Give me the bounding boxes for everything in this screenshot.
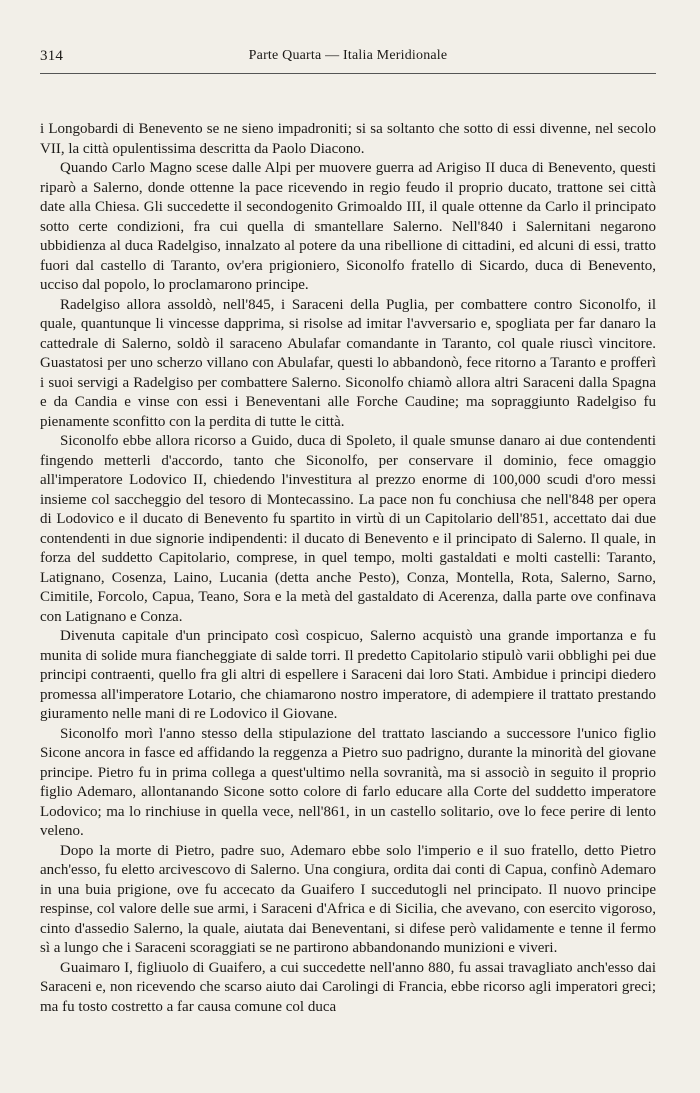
paragraph: Divenuta capitale d'un principato così cospicuo, Salerno acquistò una grande importanza e fu munita di solide mura fiancheggiate di salde torri. Il predetto Capitolario stipulò varii obblighi pei due principi contraenti, quello fra gli altri di espellere i Saraceni dai loro Stati. Ambidue i principi diedero promessa all'imperatore Lotario, che chiamarono nostro imperatore, di adempiere il trattato prestando giuramento nelle mani di re Lodovico il Giovane. [40, 628, 656, 722]
paragraph: Siconolfo ebbe allora ricorso a Guido, duca di Spoleto, il quale smunse danaro ai due contendenti fingendo metterli d'accordo, tanto che Siconolfo, per conservare il dominio, fece omaggio all'imperatore Lodovico II, chiedendo l'investitura al prezzo enorme di 100,000 scudi d'oro messi insieme col saccheggio del tesoro di Montecassino. La pace non fu conchiusa che nell'848 per opera di Lodovico e il ducato di Benevento fu spartito in virtù di un Capitolario dell'851, accettato dai due contendenti in due signorie indipendenti: il ducato di Benevento e il principato di Salerno. Il quale, in forza del suddetto Capitolario, comprese, in quel tempo, molti gastaldati e molti castelli: Taranto, Latignano, Cosenza, Laino, Lucania (detta anche Pesto), Conza, Montella, Rota, Salerno, Sarno, Cimitile, Forcolo, Capua, Teano, Sora e la metà del gastaldato di Acerenza, dalla parte ove confinava con Latignano e Conza. [40, 433, 656, 625]
paragraph: Radelgiso allora assoldò, nell'845, i Saraceni della Puglia, per combattere contro Siconolfo, il quale, quantunque li vincesse dapprima, si risolse ad imitar l'avversario e, spogliata per far danaro la cattedrale di Salerno, soldò il saraceno Abulafar comandante in Taranto, col quale riuscì vincitore. Guastatosi per uno scherzo villano con Abulafar, questi lo abbandonò, fece ritorno a Taranto e profferì i suoi servigi a Radelgiso per combattere Salerno. Siconolfo chiamò allora altri Saraceni dalla Spagna e da Candia e vinse con essi i Beneventani alle Forche Caudine; ma sopraggiunto Radelgiso fu pienamente sconfitto con la perdita di tutte le città. [40, 296, 656, 430]
paragraph: Guaimaro I, figliuolo di Guaifero, a cui succedette nell'anno 880, fu assai travagliato anch'esso dai Saraceni e, non ricevendo che scarso aiuto dai Carolingi di Francia, ebbe ricorso agli imperatori greci; ma fu tosto costretto a far causa comune col duca [40, 959, 656, 1015]
paragraph: Dopo la morte di Pietro, padre suo, Ademaro ebbe solo l'imperio e il suo fratello, detto Pietro anch'esso, fu eletto arcivescovo di Salerno. Una congiura, ordita dai conti di Capua, confinò Ademaro in una buia prigione, ove fu accecato da Guaifero I succedutogli nel principato. Il nuovo principe respinse, col valore delle sue armi, i Saraceni d'Africa e di Sicilia, che avevano, con esercito vigoroso, cinto d'assedio Salerno, la quale, aiutata dai Beneventani, si difese però validamente e tenne il fermo sì a lungo che i Saraceni scoraggiati se ne partirono abbandonando munizioni e viveri. [40, 842, 656, 956]
header-rule [40, 73, 656, 74]
running-title: Parte Quarta — Italia Meridionale [248, 48, 448, 63]
paragraph: Quando Carlo Magno scese dalle Alpi per muovere guerra ad Arigiso II duca di Benevento, questi riparò a Salerno, donde ottenne la pace ricevendo in regio feudo il proprio ducato, trattone sei città date alla Chiesa. Gli succedette il secondogenito Grimoaldo III, il quale ottenne da Carlo il principato sotto certe condizioni, fra cui quella di smantellare Salerno. Nell'840 i Salernitani negarono ubbidienza al duca Radelgiso, innalzato al potere da una ribellione di cittadini, ed alcuni di essi, tratto fuori dal castello di Taranto, ov'era prigioniero, Siconolfo fratello di Sicardo, duca di Benevento, ucciso dal popolo, lo proclamarono principe. [40, 160, 656, 293]
page-number: 314 [40, 48, 64, 64]
paragraph-continued: i Longobardi di Benevento se ne sieno impadroniti; si sa soltanto che sotto di essi divenne, nel secolo VII, la città opulentissima descritta da Paolo Diacono. [40, 121, 656, 157]
running-head [40, 48, 656, 72]
body-text [40, 120, 656, 1017]
paragraph: Siconolfo morì l'anno stesso della stipulazione del trattato lasciando a successore l'unico figlio Sicone ancora in fasce ed affidando la reggenza a Pietro suo padrigno, durante la minorità del giovane principe. Pietro fu in prima collega a quest'ultimo nella sovranità, ma si associò in seguito il proprio figlio Ademaro, allontanando Sicone sotto colore di farlo educare alla Corte del suddetto imperatore Lodovico; ma lo rinchiuse in quella vece, nell'861, in un castello solitario, ove lo fece perire di lento veleno. [40, 725, 656, 839]
